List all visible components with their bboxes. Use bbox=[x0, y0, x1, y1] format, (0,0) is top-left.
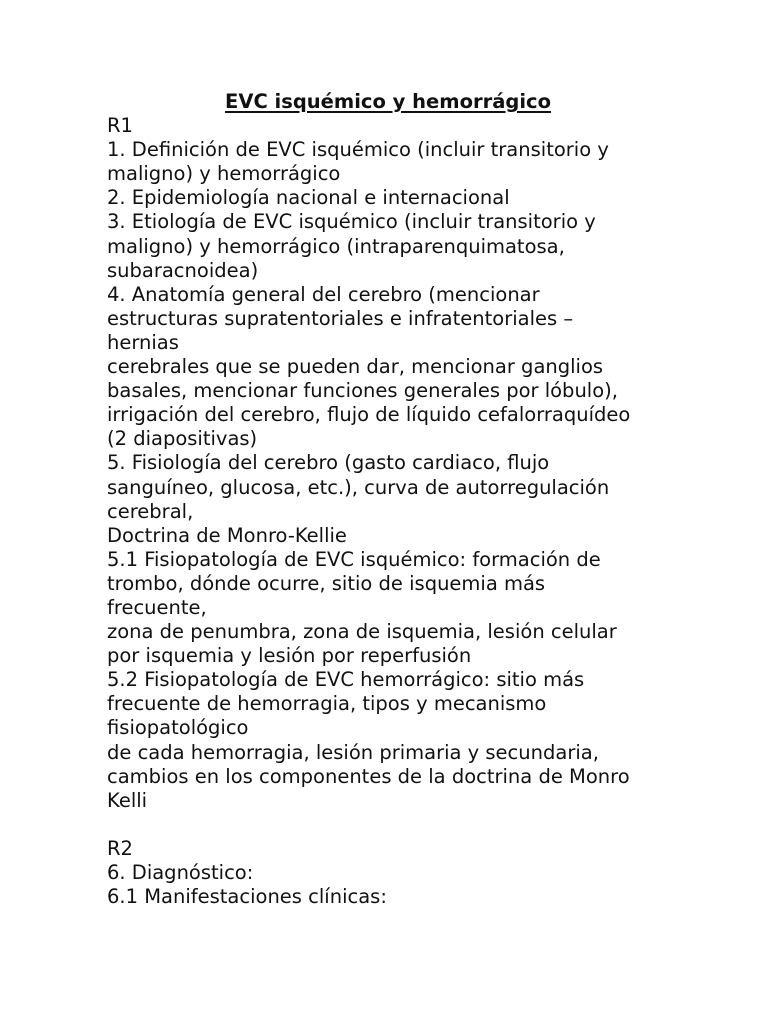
text-line: estructuras supratentoriales e infratentoriales – bbox=[107, 306, 574, 330]
text-line: subaracnoidea) bbox=[107, 258, 259, 282]
section-label-r1: R1 bbox=[107, 114, 133, 138]
text-line: basales, mencionar funciones generales por lóbulo), bbox=[107, 379, 618, 403]
text-line: 4. Anatomía general del cerebro (mencionar bbox=[107, 282, 540, 306]
text-line: Kelli bbox=[107, 788, 148, 812]
text-line: cambios en los componentes de la doctrina de Monro bbox=[107, 764, 630, 788]
text-line: zona de penumbra, zona de isquemia, lesión celular bbox=[107, 620, 617, 644]
text-line: sanguíneo, glucosa, etc.), curva de autorregulación bbox=[107, 475, 610, 499]
section-label-r2: R2 bbox=[107, 836, 133, 860]
blank-line bbox=[107, 813, 667, 837]
text-line: 5.2 Fisiopatología de EVC hemorrágico: sitio más bbox=[107, 668, 585, 692]
text-line: trombo, dónde ocurre, sitio de isquemia más bbox=[107, 571, 546, 595]
text-line: por isquemia y lesión por reperfusión bbox=[107, 644, 472, 668]
text-line: 5. Fisiología del cerebro (gasto cardiaco, flujo bbox=[107, 451, 550, 475]
text-line: Doctrina de Monro-Kellie bbox=[107, 523, 347, 547]
text-line: cerebrales que se pueden dar, mencionar ganglios bbox=[107, 355, 604, 379]
text-line: 3. Etiología de EVC isquémico (incluir transitorio y bbox=[107, 210, 596, 234]
text-line: 6.1 Manifestaciones clínicas: bbox=[107, 885, 387, 909]
document-title: EVC isquémico y hemorrágico bbox=[225, 90, 551, 113]
text-line: maligno) y hemorrágico (intraparenquimatosa, bbox=[107, 234, 565, 258]
text-line: (2 diapositivas) bbox=[107, 427, 258, 451]
document-page bbox=[107, 90, 667, 909]
text-line: cerebral, bbox=[107, 499, 194, 523]
text-line: frecuente, bbox=[107, 595, 207, 619]
text-line: 2. Epidemiología nacional e internacional bbox=[107, 186, 510, 210]
text-line: 5.1 Fisiopatología de EVC isquémico: formación de bbox=[107, 547, 601, 571]
text-line: frecuente de hemorragia, tipos y mecanismo bbox=[107, 692, 547, 716]
text-line: fisiopatológico bbox=[107, 716, 249, 740]
text-line: hernias bbox=[107, 330, 179, 354]
text-line: de cada hemorragia, lesión primaria y secundaria, bbox=[107, 740, 599, 764]
text-line: 1. Definición de EVC isquémico (incluir transitorio y bbox=[107, 138, 609, 162]
text-line: maligno) y hemorrágico bbox=[107, 162, 341, 186]
text-line: 6. Diagnóstico: bbox=[107, 861, 254, 884]
text-line: irrigación del cerebro, flujo de líquido cefalorraquídeo bbox=[107, 403, 631, 427]
